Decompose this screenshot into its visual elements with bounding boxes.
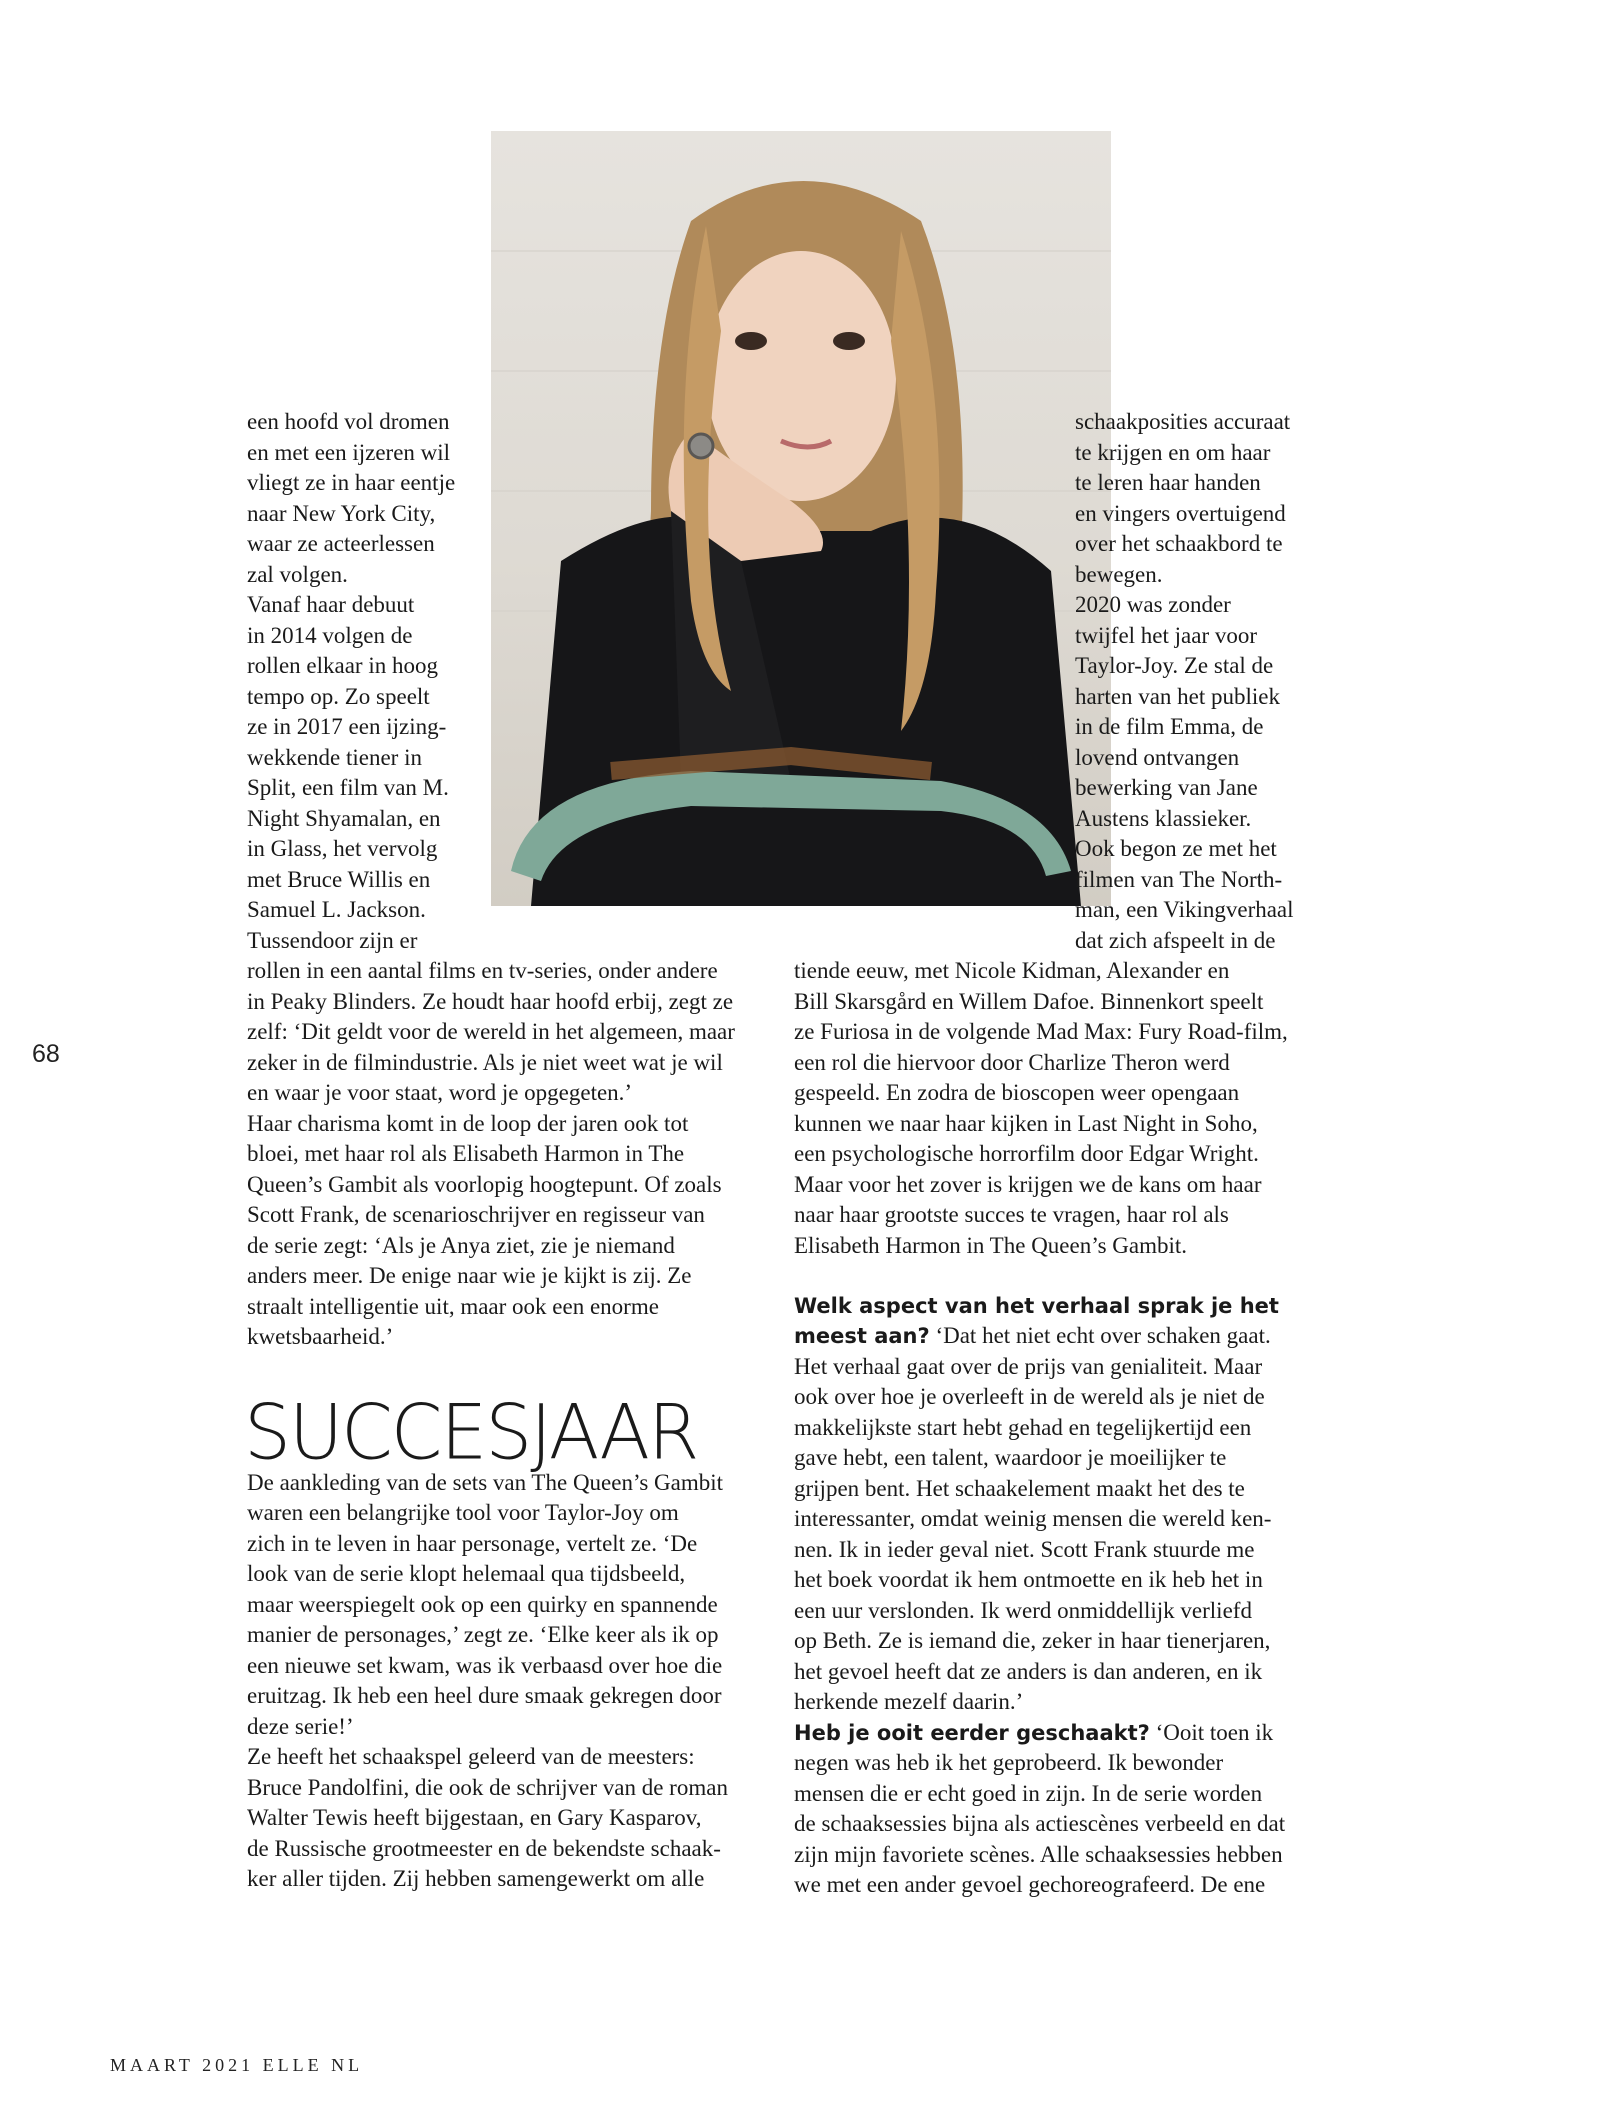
text-line: een rol die hiervoor door Charlize Theron werd bbox=[794, 1050, 1230, 1075]
text-line: interessanter, omdat weinig mensen die wereld ken- bbox=[794, 1506, 1272, 1531]
text-line: een nieuwe set kwam, was ik verbaasd over hoe die bbox=[247, 1653, 723, 1678]
text-line: harten van het publiek bbox=[1075, 684, 1281, 709]
text-line: ker aller tijden. Zij hebben samengewerkt om alle bbox=[247, 1866, 705, 1891]
text-line: Ook begon ze met het bbox=[1075, 836, 1277, 861]
text-line: zich in te leven in haar personage, vertelt ze. ‘De bbox=[247, 1531, 698, 1556]
text-line: filmen van The North- bbox=[1075, 867, 1283, 892]
text-line: lovend ontvangen bbox=[1075, 745, 1240, 770]
text-line: Haar charisma komt in de loop der jaren ook tot bbox=[247, 1111, 689, 1136]
text-line: ze Furiosa in de volgende Mad Max: Fury Road-film, bbox=[794, 1019, 1288, 1044]
page-number: 68 bbox=[32, 1040, 60, 1068]
portrait-photo bbox=[491, 131, 1111, 906]
text-line: over het schaakbord te bbox=[1075, 531, 1283, 556]
answer-text: ‘Dat het niet echt over schaken gaat. bbox=[929, 1323, 1271, 1348]
text-line: schaakposities accuraat bbox=[1075, 409, 1291, 434]
text-line: bewegen. bbox=[1075, 562, 1163, 587]
text-line: grijpen bent. Het schaakelement maakt het des te bbox=[794, 1476, 1245, 1501]
text-line: in 2014 volgen de bbox=[247, 623, 413, 648]
text-line: waar ze acteerlessen bbox=[247, 531, 435, 556]
text-line: gespeeld. En zodra de bioscopen weer opengaan bbox=[794, 1080, 1240, 1105]
text-line: in Peaky Blinders. Ze houdt haar hoofd erbij, zegt ze bbox=[247, 989, 734, 1014]
text-line: deze serie!’ bbox=[247, 1714, 354, 1739]
page-footer: MAART 2021 ELLE NL bbox=[110, 2055, 364, 2075]
text-line: rollen in een aantal films en tv-series, onder andere bbox=[247, 958, 718, 983]
text-line bbox=[794, 1718, 1273, 1749]
text-line: kwetsbaarheid.’ bbox=[247, 1324, 394, 1349]
text-line: nen. Ik in ieder geval niet. Scott Frank stuurde me bbox=[794, 1537, 1255, 1562]
text-line: Elisabeth Harmon in The Queen’s Gambit. bbox=[794, 1233, 1188, 1258]
text-line: straalt intelligentie uit, maar ook een enorme bbox=[247, 1294, 659, 1319]
text-line: ook over hoe je overleeft in de wereld als je niet de bbox=[794, 1384, 1265, 1409]
text-line: maar weerspiegelt ook op een quirky en spannende bbox=[247, 1592, 718, 1617]
text-line: herkende mezelf daarin.’ bbox=[794, 1689, 1024, 1714]
section-heading: SUCCESJAAR bbox=[244, 1389, 698, 1477]
text-line: wekkende tiener in bbox=[247, 745, 422, 770]
portrait-illustration bbox=[491, 131, 1111, 906]
question-text: Welk aspect van het verhaal sprak je het bbox=[794, 1294, 1279, 1318]
text-line: een uur verslonden. Ik werd onmiddellijk verliefd bbox=[794, 1598, 1252, 1623]
text-line: te leren haar handen bbox=[1075, 470, 1261, 495]
question-text: meest aan? bbox=[794, 1324, 930, 1348]
text-line: in de film Emma, de bbox=[1075, 714, 1264, 739]
text-line: manier de personages,’ zegt ze. ‘Elke keer als ik op bbox=[247, 1622, 719, 1647]
text-line: zeker in de filmindustrie. Als je niet weet wat je wil bbox=[247, 1050, 723, 1075]
text-line: en waar je voor staat, word je opgegeten.’ bbox=[247, 1080, 633, 1105]
text-line: te krijgen en om haar bbox=[1075, 440, 1271, 465]
text-line: op Beth. Ze is iemand die, zeker in haar tienerjaren, bbox=[794, 1628, 1271, 1653]
text-line bbox=[794, 1321, 1271, 1352]
text-line: de schaaksessies bijna als actiescènes verbeeld en dat bbox=[794, 1811, 1286, 1836]
text-line: gave hebt, een talent, waardoor je moeilijker te bbox=[794, 1445, 1227, 1470]
text-line: we met een ander gevoel gechoreografeerd. De ene bbox=[794, 1872, 1266, 1897]
text-line: naar haar grootste succes te vragen, haar rol als bbox=[794, 1202, 1229, 1227]
text-line: look van de serie klopt helemaal qua tijdsbeeld, bbox=[247, 1561, 686, 1586]
text-line: een hoofd vol dromen bbox=[247, 409, 450, 434]
text-line: met Bruce Willis en bbox=[247, 867, 431, 892]
text-line: Tussendoor zijn er bbox=[247, 928, 418, 953]
text-line: het gevoel heeft dat ze anders is dan anderen, en ik bbox=[794, 1659, 1263, 1684]
text-line: tempo op. Zo speelt bbox=[247, 684, 430, 709]
text-line: Queen’s Gambit als voorlopig hoogtepunt. Of zoals bbox=[247, 1172, 722, 1197]
text-line: zal volgen. bbox=[247, 562, 348, 587]
text-line: Vanaf haar debuut bbox=[247, 592, 415, 617]
text-line: Het verhaal gaat over de prijs van genialiteit. Maar bbox=[794, 1354, 1263, 1379]
text-line: rollen elkaar in hoog bbox=[247, 653, 438, 678]
text-line: negen was heb ik het geprobeerd. Ik bewonder bbox=[794, 1750, 1224, 1775]
text-line: makkelijkste start hebt gehad en tegelijkertijd een bbox=[794, 1415, 1252, 1440]
text-line: Split, een film van M. bbox=[247, 775, 449, 800]
text-line: bloei, met haar rol als Elisabeth Harmon in The bbox=[247, 1141, 685, 1166]
text-line: tiende eeuw, met Nicole Kidman, Alexander en bbox=[794, 958, 1230, 983]
question-text: Heb je ooit eerder geschaakt? bbox=[794, 1721, 1150, 1745]
text-line: ze in 2017 een ijzing- bbox=[247, 714, 447, 739]
text-line: zelf: ‘Dit geldt voor de wereld in het algemeen, maar bbox=[247, 1019, 735, 1044]
text-line: de serie zegt: ‘Als je Anya ziet, zie je niemand bbox=[247, 1233, 675, 1258]
text-line: kunnen we naar haar kijken in Last Night in Soho, bbox=[794, 1111, 1258, 1136]
text-line: Samuel L. Jackson. bbox=[247, 897, 426, 922]
text-line: bewerking van Jane bbox=[1075, 775, 1258, 800]
text-line: het boek voordat ik hem ontmoette en ik heb het in bbox=[794, 1567, 1263, 1592]
text-line: vliegt ze in haar eentje bbox=[247, 470, 456, 495]
text-line: Night Shyamalan, en bbox=[247, 806, 441, 831]
text-line: naar New York City, bbox=[247, 501, 436, 526]
text-line: Taylor-Joy. Ze stal de bbox=[1075, 653, 1274, 678]
text-line: Ze heeft het schaakspel geleerd van de meesters: bbox=[247, 1744, 695, 1769]
text-line: Bruce Pandolfini, die ook de schrijver van de roman bbox=[247, 1775, 728, 1800]
text-line: de Russische grootmeester en de bekendste schaak- bbox=[247, 1836, 721, 1861]
text-line: en vingers overtuigend bbox=[1075, 501, 1286, 526]
text-line: man, een Vikingverhaal bbox=[1075, 897, 1294, 922]
text-line: in Glass, het vervolg bbox=[247, 836, 438, 861]
text-line: De aankleding van de sets van The Queen’s Gambit bbox=[247, 1470, 724, 1495]
answer-text: ‘Ooit toen ik bbox=[1149, 1720, 1274, 1745]
text-line: Walter Tewis heeft bijgestaan, en Gary Kasparov, bbox=[247, 1805, 702, 1830]
text-line: en met een ijzeren wil bbox=[247, 440, 451, 465]
text-line: eruitzag. Ik heb een heel dure smaak gekregen door bbox=[247, 1683, 722, 1708]
text-line: 2020 was zonder bbox=[1075, 592, 1231, 617]
text-line: twijfel het jaar voor bbox=[1075, 623, 1258, 648]
text-line: Maar voor het zover is krijgen we de kans om haar bbox=[794, 1172, 1262, 1197]
text-line: waren een belangrijke tool voor Taylor-Joy om bbox=[247, 1500, 679, 1525]
text-line: Austens klassieker. bbox=[1075, 806, 1252, 831]
text-line: dat zich afspeelt in de bbox=[1075, 928, 1276, 953]
text-line: Bill Skarsgård en Willem Dafoe. Binnenkort speelt bbox=[794, 989, 1264, 1014]
text-line: anders meer. De enige naar wie je kijkt is zij. Ze bbox=[247, 1263, 692, 1288]
text-line: een psychologische horrorfilm door Edgar Wright. bbox=[794, 1141, 1259, 1166]
text-line: zijn mijn favoriete scènes. Alle schaaksessies hebben bbox=[794, 1842, 1283, 1867]
text-line: Scott Frank, de scenarioschrijver en regisseur van bbox=[247, 1202, 705, 1227]
text-line: mensen die er echt goed in zijn. In de serie worden bbox=[794, 1781, 1263, 1806]
